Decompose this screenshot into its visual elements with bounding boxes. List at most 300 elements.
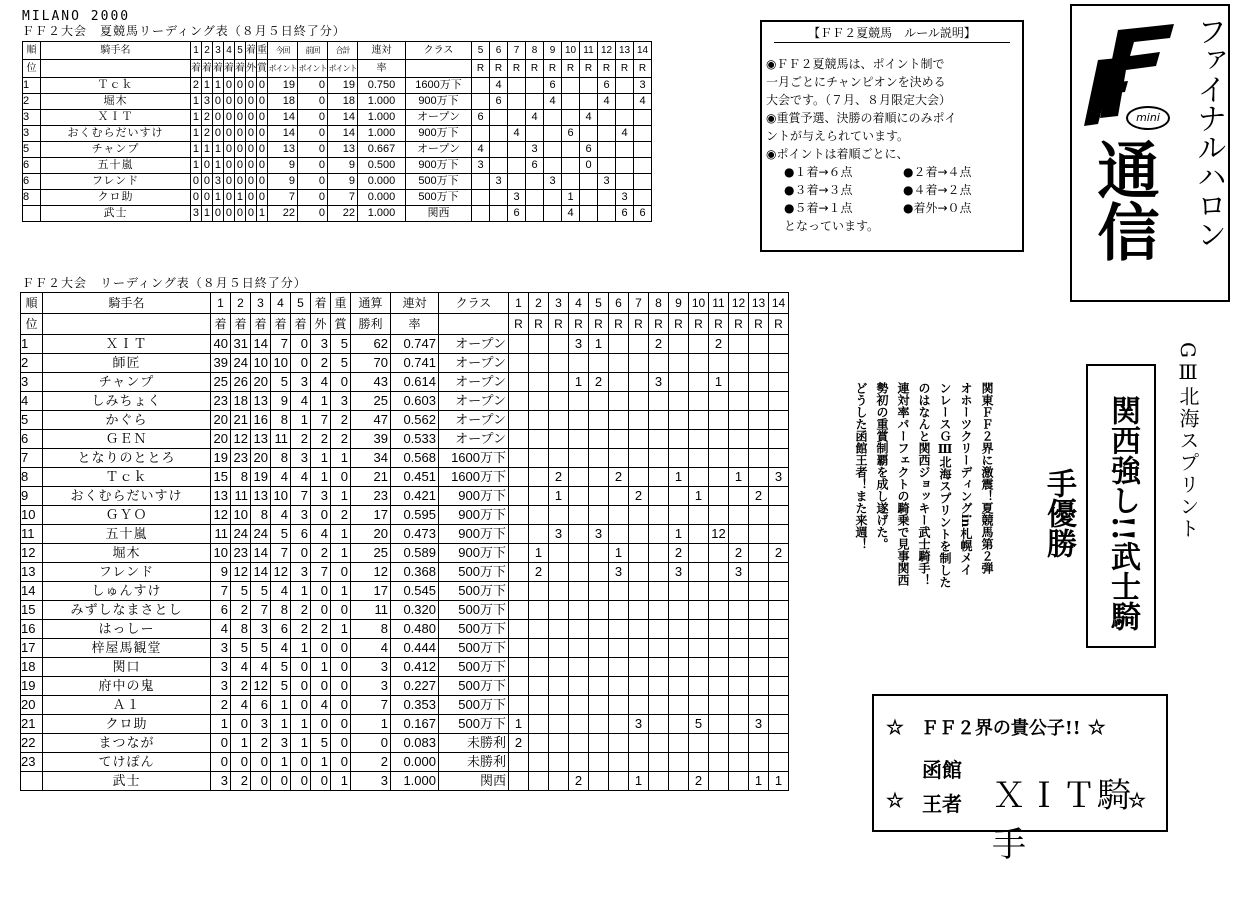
table-cell: 1 [23,78,41,94]
table-cell: 2 [549,468,569,487]
table-cell: 1 [291,734,311,753]
jockey-name-cell: 梓屋馬観堂 [43,639,211,658]
table-cell [526,78,544,94]
table-cell [609,658,629,677]
table-cell [629,506,649,525]
table-cell: 0 [224,174,235,190]
table-cell: 3 [251,715,271,734]
table-cell [729,582,749,601]
table-cell [669,392,689,411]
table-cell [649,734,669,753]
table-cell: 20 [211,411,231,430]
header-cell [41,60,191,78]
table-cell: 2 [191,78,202,94]
table-cell: 1 [331,772,351,791]
table-cell: 0 [580,158,598,174]
header-cell: クラス [439,293,509,314]
table-cell: 12 [231,563,251,582]
table-cell: 1 [191,142,202,158]
table-cell [569,620,589,639]
table-cell: 4 [351,639,391,658]
table-cell: 6 [23,174,41,190]
rules-title: 【ＦＦ２夏競馬 ルール説明】 [774,24,1010,43]
article-line: 連対率パーフェクトの騎乗で見事関西 [896,382,910,586]
table-cell [549,449,569,468]
table-cell [509,582,529,601]
table-row [23,158,652,174]
table-cell: 500万下 [406,174,472,190]
table-cell: 2 [251,734,271,753]
header-cell: 騎手名 [41,42,191,60]
table-cell: 0.000 [358,190,406,206]
table-cell: 2 [351,753,391,772]
table-cell [616,94,634,110]
table-cell [598,126,616,142]
table-cell: 12 [709,525,729,544]
header-cell: R [709,314,729,335]
promo-sub2: 王者 [922,792,962,816]
rules-point: ●４着→２点 [903,183,972,197]
table-cell: 500万下 [439,658,509,677]
table-cell: 10 [211,544,231,563]
table-cell [709,468,729,487]
table-cell: 2 [609,468,629,487]
header-cell: クラス [406,42,472,60]
table-cell [589,487,609,506]
table-cell: 3 [291,373,311,392]
table-cell: オープン [406,142,472,158]
table-cell [769,563,789,582]
header-cell: R [529,314,549,335]
table-cell [629,696,649,715]
table-cell [472,78,490,94]
table-cell [709,734,729,753]
header-cell: 着 [271,314,291,335]
table-cell: 1 [709,373,729,392]
table-cell [709,715,729,734]
table-cell [709,563,729,582]
header-cell: 着 [202,60,213,78]
table-cell: 6 [21,430,43,449]
table-cell: 500万下 [439,582,509,601]
jockey-name-cell: しゅんすけ [43,582,211,601]
mini-badge: mini [1126,106,1170,130]
table-cell: 0 [291,677,311,696]
table-cell [649,563,669,582]
table-cell: 26 [231,373,251,392]
table-cell: 4 [598,94,616,110]
header-cell: R [472,60,490,78]
header-cell: 前回 [298,42,328,60]
header-cell: 10 [689,293,709,314]
table-cell: 3 [311,487,331,506]
table-cell [649,772,669,791]
table-cell [609,582,629,601]
table-cell: 0 [331,373,351,392]
table-cell: 11 [351,601,391,620]
table-cell [634,142,652,158]
table-cell: 2 [311,430,331,449]
header-cell: 着 [191,60,202,78]
table-cell [649,696,669,715]
table-cell: 6 [526,158,544,174]
table2-title: ＦＦ２大会 リーディング表（８月５日終了分） [22,276,307,290]
table-cell: 8 [271,601,291,620]
table-cell [544,190,562,206]
table-cell: 4 [508,126,526,142]
header-cell: 順 [23,42,41,60]
star-icon: ☆ [886,715,904,739]
header-cell: 14 [769,293,789,314]
table-cell: 3 [271,734,291,753]
table-cell [729,354,749,373]
table-cell: 0 [291,544,311,563]
table-cell: 0.227 [391,677,439,696]
table-cell [529,696,549,715]
table-cell: 関西 [406,206,472,222]
table-cell: 0 [291,772,311,791]
table-cell: 23 [21,753,43,772]
table-cell: 4 [580,110,598,126]
table-cell [689,601,709,620]
table-cell: 1600万下 [406,78,472,94]
table-cell: 0 [224,78,235,94]
table-cell [549,772,569,791]
table-row [21,525,789,544]
table-cell: 1 [589,335,609,354]
jockey-name-cell: まつなが [43,734,211,753]
table-cell [689,582,709,601]
table-cell [526,206,544,222]
table-cell: 10 [271,487,291,506]
table-cell [634,190,652,206]
table-cell: 0 [298,94,328,110]
table-cell: 0 [351,734,391,753]
table-cell: 1 [311,392,331,411]
table-cell: 5 [21,411,43,430]
table-row [21,696,789,715]
table-cell [472,94,490,110]
table-cell [729,392,749,411]
table-cell: 1 [311,753,331,772]
table-cell [549,354,569,373]
table-cell: 6 [211,601,231,620]
table-cell [609,373,629,392]
table-cell [629,449,649,468]
table-cell [689,506,709,525]
jockey-name-cell: 関口 [43,658,211,677]
table-cell: 2 [211,696,231,715]
table-cell [649,354,669,373]
table-cell: 7 [211,582,231,601]
table-cell [616,174,634,190]
table-cell [598,190,616,206]
header-cell: 着 [231,314,251,335]
table-cell: 3 [251,620,271,639]
table-cell: 4 [490,78,508,94]
table-cell: 20 [251,449,271,468]
table-cell [609,715,629,734]
rules-point: ●５着→１点 [784,201,853,215]
header-cell: 3 [549,293,569,314]
table-cell [769,373,789,392]
table-cell [749,335,769,354]
table-cell: 14 [328,126,358,142]
table-cell [589,354,609,373]
header-cell: 9 [544,42,562,60]
table-cell [549,563,569,582]
table-cell: 22 [21,734,43,753]
table-cell [544,110,562,126]
table-cell: 0 [298,174,328,190]
table-cell: 1 [669,468,689,487]
table-cell: 14 [251,335,271,354]
table-cell: 8 [271,449,291,468]
table-cell: 3 [351,658,391,677]
table-cell: 0 [246,206,257,222]
table-cell [23,206,41,222]
table-row [21,601,789,620]
table-cell: 12 [21,544,43,563]
rules-line: 大会です。（７月、８月限定大会） [766,93,952,107]
table-cell: 1600万下 [439,468,509,487]
table-cell: 3 [634,78,652,94]
table-cell: 1 [729,468,749,487]
table-row [21,354,789,373]
promo-box [872,694,1168,865]
table-cell: 0.421 [391,487,439,506]
table-cell: 900万下 [439,506,509,525]
table-cell [609,772,629,791]
table-cell [508,94,526,110]
table-cell: 1 [191,158,202,174]
table-cell: 24 [231,354,251,373]
header-cell: 2 [231,293,251,314]
table-cell: 1 [213,190,224,206]
table-cell [490,158,508,174]
table-cell [709,639,729,658]
table-cell: 14 [251,544,271,563]
table-cell: 2 [749,487,769,506]
header-cell: 8 [526,42,544,60]
table-cell: 3 [508,190,526,206]
table-cell [549,620,569,639]
table-cell: 0 [235,126,246,142]
table-cell: 0.614 [391,373,439,392]
table-cell [529,373,549,392]
table-cell: 9 [328,158,358,174]
table-cell: 70 [351,354,391,373]
table-cell [709,430,729,449]
table-cell [709,392,729,411]
table-cell: 3 [629,715,649,734]
table-cell [729,658,749,677]
table-cell: 1 [569,373,589,392]
table-cell: オープン [439,411,509,430]
table-cell [634,126,652,142]
table-cell: 500万下 [439,677,509,696]
jockey-name-cell: フレンド [41,174,191,190]
header-cell: R [609,314,629,335]
table-cell: 20 [351,525,391,544]
header-cell: 賞 [331,314,351,335]
table-cell: 1 [271,715,291,734]
header-cell: 7 [508,42,526,60]
rules-footer: となっています。 [784,219,880,233]
table-cell [508,78,526,94]
table-cell [569,753,589,772]
table-cell: 4 [616,126,634,142]
table-cell: 19 [328,78,358,94]
jockey-name-cell: 師匠 [43,354,211,373]
table-cell: 0 [202,158,213,174]
table-cell: 4 [211,620,231,639]
table-cell [569,658,589,677]
table-cell: 3 [616,190,634,206]
table-cell [649,620,669,639]
table-cell: 1 [331,544,351,563]
table-cell [649,544,669,563]
table-cell [589,449,609,468]
table-cell [509,563,529,582]
table-cell [769,677,789,696]
table-cell: 1 [21,335,43,354]
table-cell: 3 [211,639,231,658]
table-cell [21,772,43,791]
table-cell: 3 [649,373,669,392]
table-cell: 4 [291,392,311,411]
table-cell [549,411,569,430]
table-cell: 900万下 [439,487,509,506]
table-cell: 2 [311,544,331,563]
rules-line: 一月ごとにチャンピオンを決める [766,75,946,89]
table-cell: 15 [211,468,231,487]
table-cell [649,753,669,772]
table-cell [749,373,769,392]
table-cell: 3 [549,525,569,544]
table-cell [529,468,549,487]
header-cell: 連対 [358,42,406,60]
table-cell [669,335,689,354]
table-cell [689,392,709,411]
table-cell [769,696,789,715]
table-cell [629,373,649,392]
header-cell: 位 [23,60,41,78]
table-cell: 9 [268,158,298,174]
table-cell [769,430,789,449]
header-cell: 1 [509,293,529,314]
table-cell: 1 [562,190,580,206]
table-cell [589,563,609,582]
table-cell [689,658,709,677]
table-cell: 3 [729,563,749,582]
table-cell [709,696,729,715]
table-cell: 2 [769,544,789,563]
table-cell: 7 [251,601,271,620]
table-cell: 1 [257,206,268,222]
table-cell: 39 [211,354,231,373]
table-row [21,449,789,468]
article-line: のはなんと関西ジョッキー武士騎手！ [917,382,931,586]
promo-sub1: 函館 [922,758,962,782]
table-cell: 1 [331,620,351,639]
table-cell [549,658,569,677]
table-cell [509,487,529,506]
table-cell [629,430,649,449]
table-cell: 43 [351,373,391,392]
table-cell: 0 [231,753,251,772]
header-cell: 連対 [391,293,439,314]
table-cell: オープン [439,430,509,449]
table-row [21,620,789,639]
table-cell [649,639,669,658]
table-cell [549,677,569,696]
table-cell [709,506,729,525]
table-cell: 6 [490,94,508,110]
table-cell: 2 [311,620,331,639]
table-cell [544,126,562,142]
header-cell: 位 [21,314,43,335]
table-cell: 2 [202,126,213,142]
table-cell: 1 [749,772,769,791]
table-cell [509,449,529,468]
table-cell [472,126,490,142]
table-cell [569,411,589,430]
table-cell: 0 [331,601,351,620]
header-cell: 13 [616,42,634,60]
table-cell [669,506,689,525]
table-cell [589,506,609,525]
table-cell: 0.545 [391,582,439,601]
table-cell [544,158,562,174]
header-cell: 1 [191,42,202,60]
brand-header: MILANO 2000 [22,9,131,24]
table-cell: 10 [271,354,291,373]
table-cell: 0 [211,734,231,753]
table-cell: 6 [291,525,311,544]
table-cell [472,190,490,206]
table-cell [689,525,709,544]
table-cell: 0 [224,110,235,126]
table-cell: 0.000 [391,753,439,772]
header-cell: 騎手名 [43,293,211,314]
table-cell: 0.320 [391,601,439,620]
table-cell [609,506,629,525]
table-cell [769,734,789,753]
table-cell [589,753,609,772]
header-cell: R [649,314,669,335]
table-cell [529,601,549,620]
table-cell: 2 [311,354,331,373]
table-cell [689,639,709,658]
header-cell: ポイント [268,60,298,78]
table-cell: 2 [509,734,529,753]
table-cell [529,525,549,544]
table-cell [689,620,709,639]
table-cell: 0.533 [391,430,439,449]
table-cell: 0 [311,506,331,525]
table-cell: 0 [311,677,331,696]
table-cell: 0 [202,190,213,206]
table-cell [629,468,649,487]
table-cell: 0 [331,734,351,753]
table-cell: 0 [257,174,268,190]
header-cell: R [544,60,562,78]
table-cell [580,94,598,110]
table-cell: 4 [271,582,291,601]
header-cell: 5 [291,293,311,314]
table-row [21,639,789,658]
